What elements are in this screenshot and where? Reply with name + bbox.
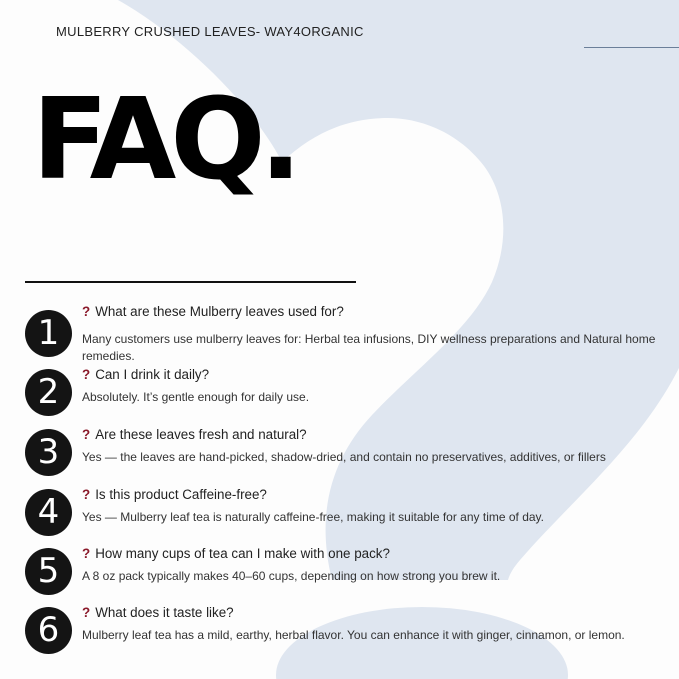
faq-question: [82, 367, 209, 382]
number-badge: 2: [25, 369, 72, 416]
brand-header: MULBERRY CRUSHED LEAVES- WAY4ORGANIC: [56, 24, 364, 39]
faq-answer: Mulberry leaf tea has a mild, earthy, herbal flavor. You can enhance it with ginger, cinnamon, or lemon.: [82, 628, 625, 642]
question-mark-icon: ?: [82, 367, 91, 382]
question-text: Is this product Caffeine-free?: [95, 487, 267, 502]
faq-question: [82, 487, 267, 502]
faq-answer: Absolutely. It’s gentle enough for daily use.: [82, 390, 310, 404]
question-mark-icon: ?: [82, 304, 91, 319]
question-text: How many cups of tea can I make with one pack?: [95, 546, 390, 561]
number-badge: 5: [25, 548, 72, 595]
question-text: What are these Mulberry leaves used for?: [95, 304, 344, 319]
title-divider: [25, 281, 356, 283]
faq-answer: Yes — the leaves are hand-picked, shadow-dried, and contain no preservatives, additives, or fillers: [82, 450, 606, 464]
question-text: What does it taste like?: [95, 605, 234, 620]
faq-question: [82, 304, 344, 319]
number-badge: 1: [25, 310, 72, 357]
faq-question: [82, 605, 234, 620]
faq-answer: Many customers use mulberry leaves for: Herbal tea infusions, DIY wellness preparations and Natural home remedies.: [82, 332, 656, 363]
faq-question: [82, 427, 307, 442]
question-mark-icon: ?: [82, 427, 91, 442]
faq-answer: Yes — Mulberry leaf tea is naturally caffeine-free, making it suitable for any time of day.: [82, 510, 544, 524]
number-badge: 3: [25, 429, 72, 476]
question-mark-icon: ?: [82, 546, 91, 561]
page-title: FAQ.: [32, 75, 297, 205]
question-mark-icon: ?: [82, 487, 91, 502]
question-text: Can I drink it daily?: [95, 367, 210, 382]
question-text: Are these leaves fresh and natural?: [95, 427, 307, 442]
top-divider: [584, 47, 679, 48]
number-badge: 4: [25, 489, 72, 536]
question-mark-icon: ?: [82, 605, 91, 620]
faq-question: [82, 546, 390, 561]
number-badge: 6: [25, 607, 72, 654]
faq-answer: A 8 oz pack typically makes 40–60 cups, depending on how strong you brew it.: [82, 569, 501, 583]
